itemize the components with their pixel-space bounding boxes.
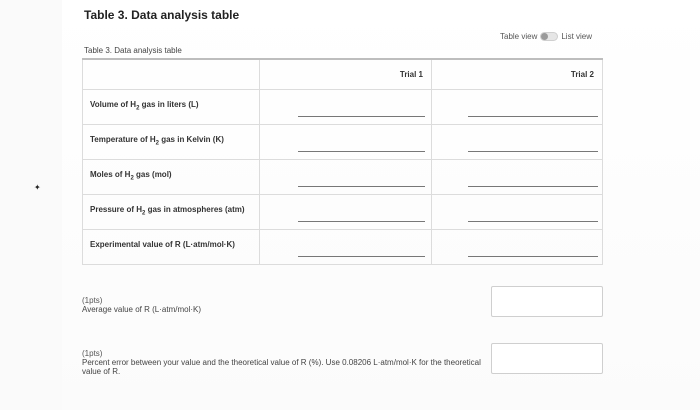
table-caption: Table 3. Data analysis table bbox=[84, 46, 182, 55]
view-toggle[interactable] bbox=[500, 32, 592, 41]
row-label-experimental-r: Experimental value of R (L·atm/mol·K) bbox=[83, 229, 260, 264]
view-toggle-switch[interactable] bbox=[540, 32, 558, 41]
cursor-icon: ✦ bbox=[34, 183, 41, 192]
question-text: Percent error between your value and the theoretical value of R (%). Use 0.08206 L·atm/mol·K for the theoretical value of R. bbox=[82, 358, 481, 376]
question-average-r bbox=[82, 296, 322, 314]
table-view-label[interactable]: Table view bbox=[500, 32, 538, 41]
input-temperature-trial-1[interactable] bbox=[260, 124, 432, 159]
row-label-pressure: Pressure of $H_2$ gas in atmospheres (atm) bbox=[83, 194, 260, 229]
table-row bbox=[83, 229, 603, 264]
left-margin bbox=[0, 0, 62, 410]
input-volume-trial-2[interactable] bbox=[432, 89, 603, 124]
table-row bbox=[83, 159, 603, 194]
question-points: (1pts) bbox=[82, 296, 103, 305]
data-analysis-table bbox=[82, 58, 603, 265]
input-pressure-trial-2[interactable] bbox=[432, 194, 603, 229]
row-label-volume: Volume of $H_2$ gas in liters (L) bbox=[83, 89, 260, 124]
toggle-knob-icon bbox=[541, 33, 548, 40]
input-r-trial-2[interactable] bbox=[432, 229, 603, 264]
input-r-trial-1[interactable] bbox=[260, 229, 432, 264]
question-percent-error bbox=[82, 349, 487, 376]
input-moles-trial-1[interactable] bbox=[260, 159, 432, 194]
input-pressure-trial-1[interactable] bbox=[260, 194, 432, 229]
table-row bbox=[83, 89, 603, 124]
table-header-row bbox=[83, 59, 603, 89]
average-r-answer-field[interactable] bbox=[491, 286, 603, 317]
table-row bbox=[83, 124, 603, 159]
input-volume-trial-1[interactable] bbox=[260, 89, 432, 124]
question-text: Average value of R (L·atm/mol·K) bbox=[82, 305, 202, 314]
table-row bbox=[83, 194, 603, 229]
header-empty bbox=[83, 59, 260, 89]
row-label-moles: Moles of $H_2$ gas (mol) bbox=[83, 159, 260, 194]
percent-error-answer-field[interactable] bbox=[491, 343, 603, 374]
input-temperature-trial-2[interactable] bbox=[432, 124, 603, 159]
row-label-temperature: Temperature of $H_2$ gas in Kelvin (K) bbox=[83, 124, 260, 159]
list-view-label[interactable]: List view bbox=[561, 32, 593, 41]
page-title: Table 3. Data analysis table bbox=[84, 8, 240, 22]
header-trial-1: Trial 1 bbox=[260, 59, 432, 89]
question-points: (1pts) bbox=[82, 349, 103, 358]
header-trial-2: Trial 2 bbox=[432, 59, 603, 89]
input-moles-trial-2[interactable] bbox=[432, 159, 603, 194]
